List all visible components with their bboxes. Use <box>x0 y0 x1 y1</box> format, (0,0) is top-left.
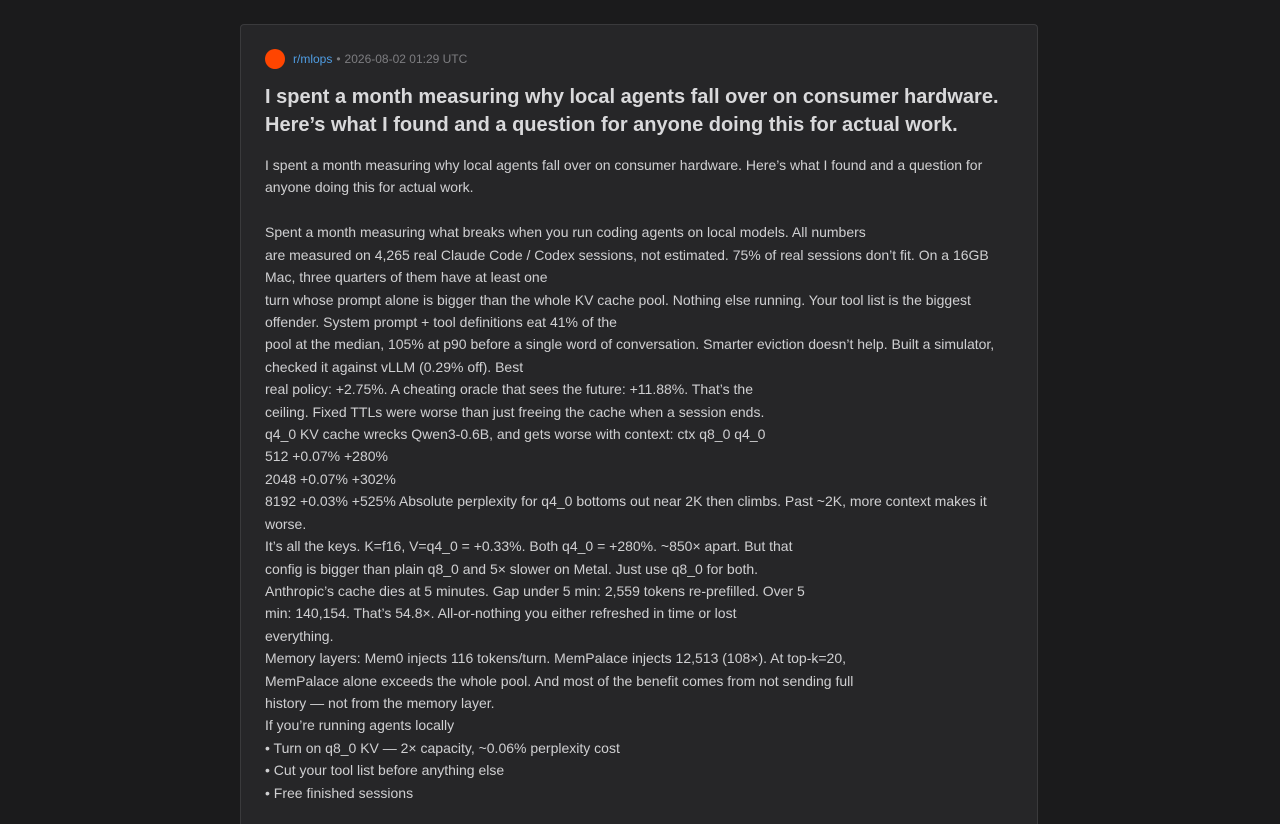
post-body-line: ceiling. Fixed TTLs were worse than just freeing the cache when a session ends. <box>265 403 765 420</box>
post-body-line: q4_0 KV cache wrecks Qwen3-0.6B, and gets worse with context: ctx q8_0 q4_0 <box>265 426 766 443</box>
subreddit-avatar-icon[interactable] <box>265 49 285 69</box>
post-body-line: min: 140,154. That’s 54.8×. All-or-nothing you either refreshed in time or lost <box>265 605 737 622</box>
post-card <box>240 24 1038 824</box>
post-body-line: 8192 +0.03% +525% Absolute perplexity for q4_0 bottoms out near 2K then climbs. Past ~2K, more context makes it worse. <box>265 493 987 532</box>
post-body-line: • Free finished sessions <box>265 784 414 801</box>
post-title[interactable]: I spent a month measuring why local agents fall over on consumer hardware. Here’s what I found and a question for anyone doing this for actual work. <box>265 86 999 136</box>
post-body-line: 512 +0.07% +280% <box>265 448 388 465</box>
post-body-line: It’s all the keys. K=f16, V=q4_0 = +0.33%. Both q4_0 = +280%. ~850× apart. But that <box>265 538 793 555</box>
post-body-line: Memory layers: Mem0 injects 116 tokens/turn. MemPalace injects 12,513 (108×). At top-k=20, <box>265 650 847 667</box>
post-body-line: real policy: +2.75%. A cheating oracle that sees the future: +11.88%. That’s the <box>265 381 753 398</box>
post-body-line: Spent a month measuring what breaks when you run coding agents on local models. All numbers <box>265 224 866 241</box>
post-body-line: config is bigger than plain q8_0 and 5× slower on Metal. Just use q8_0 for both. <box>265 560 759 577</box>
post-body-line: Anthropic’s cache dies at 5 minutes. Gap under 5 min: 2,559 tokens re-prefilled. Over 5 <box>265 582 805 599</box>
post-body-line: 2048 +0.07% +302% <box>265 470 396 487</box>
meta-separator: • <box>336 52 341 66</box>
post-body-line: are measured on 4,265 real Claude Code / Codex sessions, not estimated. 75% of real sessions don’t fit. On a 16GB Mac, three quarters of them have at least one <box>265 246 989 286</box>
post-body-line: MemPalace alone exceeds the whole pool. And most of the benefit comes from not sending full <box>265 672 854 689</box>
post-body <box>265 154 1013 804</box>
post-body-line: turn whose prompt alone is bigger than the whole KV cache pool. Nothing else running. Your tool list is the biggest offender. System prompt + tool definitions eat 41% of the <box>265 291 971 331</box>
post-meta <box>265 49 1013 69</box>
post-body-lines <box>265 221 1013 804</box>
post-body-line: • Cut your tool list before anything else <box>265 762 505 779</box>
post-body-line: history — not from the memory layer. <box>265 694 495 711</box>
post-body-line: • Turn on q8_0 KV — 2× capacity, ~0.06% perplexity cost <box>265 739 620 756</box>
post-body-line: pool at the median, 105% at p90 before a single word of conversation. Smarter eviction doesn’t help. Built a simulator, checked it against vLLM (0.29% off). Best <box>265 336 995 375</box>
subreddit-link[interactable]: r/mlops <box>293 52 333 66</box>
post-body-line: If you’re running agents locally <box>265 717 455 734</box>
post-timestamp: 2026-08-02 01:29 UTC <box>344 52 468 66</box>
post-body-lead: I spent a month measuring why local agents fall over on consumer hardware. Here’s what I found and a question for anyone doing this for actual work. <box>265 157 983 196</box>
post-body-line: everything. <box>265 627 334 644</box>
